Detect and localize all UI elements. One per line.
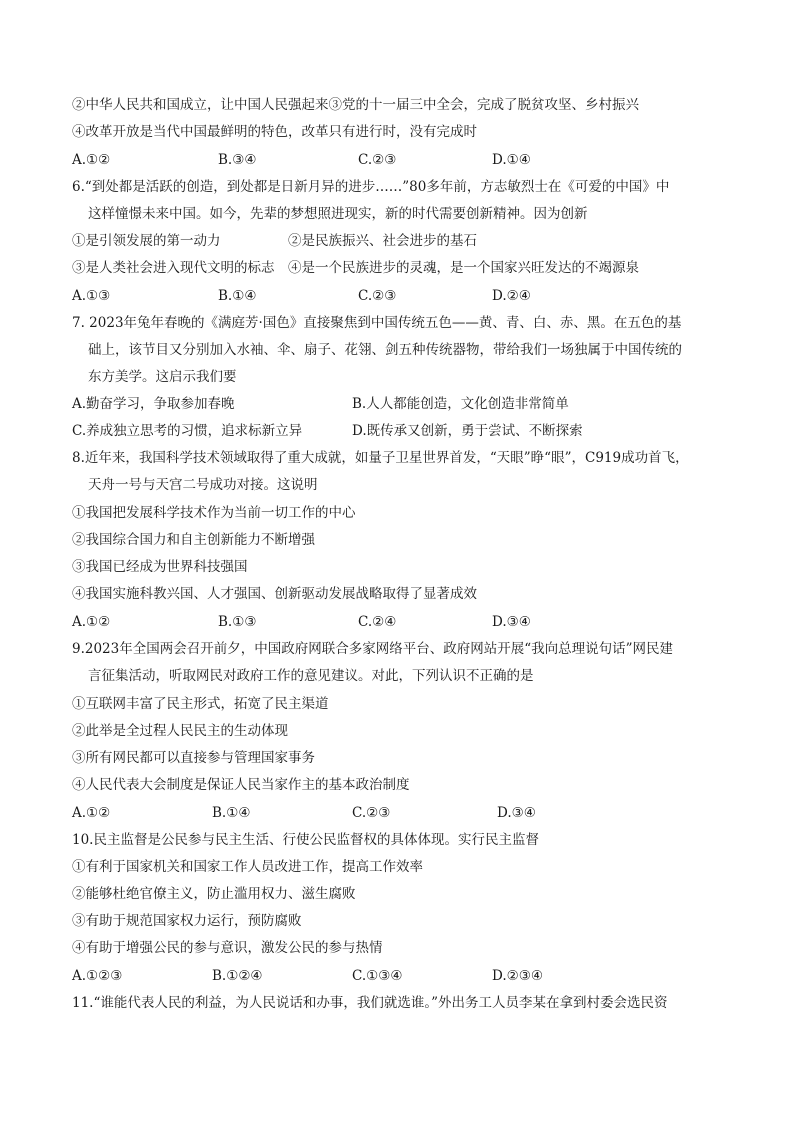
question-6-stem-cont: 这样憧憬未来中国。如今，先辈的梦想照进现实，新的时代需要创新精神。因为创新 bbox=[88, 206, 588, 222]
question-10-option-4: ④有助于增强公民的参与意识，激发公民的参与热情 bbox=[72, 940, 383, 956]
answer-b: B.①②④ bbox=[212, 968, 263, 984]
answer-d: D.③④ bbox=[492, 614, 531, 630]
question-6-option-4: ④是一个民族进步的灵魂，是一个国家兴旺发达的不竭源泉 bbox=[288, 260, 639, 276]
answer-c: C.②③ bbox=[358, 152, 397, 168]
answer-c: C.②③ bbox=[352, 805, 391, 821]
question-6-stem: 6.“到处都是活跃的创造，到处都是日新月异的进步……”80多年前，方志敏烈士在《可爱的中国》中 bbox=[72, 179, 670, 195]
question-7-stem-cont-2: 东方美学。这启示我们要 bbox=[88, 369, 237, 385]
answer-d: D.③④ bbox=[497, 805, 536, 821]
answer-a: A.①② bbox=[72, 152, 111, 168]
answer-c: C.②④ bbox=[358, 614, 397, 630]
question-7-answer-a: A.勤奋学习，争取参加春晚 bbox=[72, 396, 235, 412]
question-11-stem: 11.“谁能代表人民的利益，为人民说话和办事，我们就选谁。”外出务工人员李某在拿到村委会选民资 bbox=[72, 995, 668, 1011]
question-9-option-1: ①互联网丰富了民主形式，拓宽了民主渠道 bbox=[72, 696, 329, 712]
question-9-option-2: ②此举是全过程人民民主的生动体现 bbox=[72, 723, 288, 739]
answer-b: B.①③ bbox=[218, 614, 257, 630]
answer-a: A.①②③ bbox=[72, 968, 123, 984]
question-7-answer-b: B.人人都能创造，文化创造非常简单 bbox=[352, 396, 569, 412]
question-8-option-4: ④我国实施科教兴国、人才强国、创新驱动发展战略取得了显著成效 bbox=[72, 586, 477, 602]
answer-a: A.①② bbox=[72, 614, 111, 630]
answer-b: B.①④ bbox=[212, 805, 251, 821]
question-8-option-3: ③我国已经成为世界科技强国 bbox=[72, 559, 248, 575]
question-5-option-2-3: ②中华人民共和国成立，让中国人民强起来③党的十一届三中全会，完成了脱贫攻坚、乡村振兴 bbox=[72, 97, 639, 113]
question-6-option-2: ②是民族振兴、社会进步的基石 bbox=[288, 233, 477, 249]
answer-a: A.①③ bbox=[72, 288, 111, 304]
question-7-stem: 7. 2023年兔年春晚的《满庭芳·国色》直接聚焦到中国传统五色——黄、青、白、赤、黑。在五色的基 bbox=[72, 315, 682, 331]
answer-c: C.①③④ bbox=[352, 968, 403, 984]
answer-c: C.②③ bbox=[358, 288, 397, 304]
question-9-stem-cont: 言征集活动，听取网民对政府工作的意见建议。对此，下列认识不正确的是 bbox=[88, 668, 534, 684]
question-10-stem: 10.民主监督是公民参与民主生活、行使公民监督权的具体体现。实行民主监督 bbox=[72, 832, 539, 848]
question-9-option-4: ④人民代表大会制度是保证人民当家作主的基本政治制度 bbox=[72, 777, 410, 793]
question-10-option-2: ②能够杜绝官僚主义，防止滥用权力、滋生腐败 bbox=[72, 886, 356, 902]
question-8-option-2: ②我国综合国力和自主创新能力不断增强 bbox=[72, 532, 315, 548]
answer-d: D.②③④ bbox=[492, 968, 543, 984]
question-6-option-3: ③是人类社会进入现代文明的标志 bbox=[72, 260, 275, 276]
answer-a: A.①② bbox=[72, 805, 111, 821]
question-10-option-3: ③有助于规范国家权力运行，预防腐败 bbox=[72, 913, 302, 929]
question-9-option-3: ③所有网民都可以直接参与管理国家事务 bbox=[72, 750, 315, 766]
answer-b: B.③④ bbox=[218, 152, 257, 168]
question-7-answer-c: C.养成独立思考的习惯，追求标新立异 bbox=[72, 423, 303, 439]
question-9-stem: 9.2023年全国两会召开前夕，中国政府网联合多家网络平台、政府网站开展“我向总理说句话”网民建 bbox=[72, 641, 674, 657]
question-10-option-1: ①有利于国家机关和国家工作人员改进工作，提高工作效率 bbox=[72, 859, 423, 875]
question-6-option-1: ①是引领发展的第一动力 bbox=[72, 233, 221, 249]
question-7-answer-d: D.既传承又创新，勇于尝试、不断探索 bbox=[352, 423, 583, 439]
question-7-stem-cont: 础上，该节目又分别加入水袖、伞、扇子、花翎、剑五种传统器物，带给我们一场独属于中国传统的 bbox=[88, 342, 682, 358]
answer-b: B.①④ bbox=[218, 288, 257, 304]
answer-d: D.①④ bbox=[492, 152, 531, 168]
question-8-stem-cont: 天舟一号与天宫二号成功对接。这说明 bbox=[88, 477, 318, 493]
question-8-stem: 8.近年来，我国科学技术领域取得了重大成就，如量子卫星世界首发，“天眼”睁“眼”，C919成功首飞， bbox=[72, 450, 689, 466]
question-5-option-4: ④改革开放是当代中国最鲜明的特色，改革只有进行时，没有完成时 bbox=[72, 124, 477, 140]
answer-d: D.②④ bbox=[492, 288, 531, 304]
question-8-option-1: ①我国把发展科学技术作为当前一切工作的中心 bbox=[72, 505, 356, 521]
